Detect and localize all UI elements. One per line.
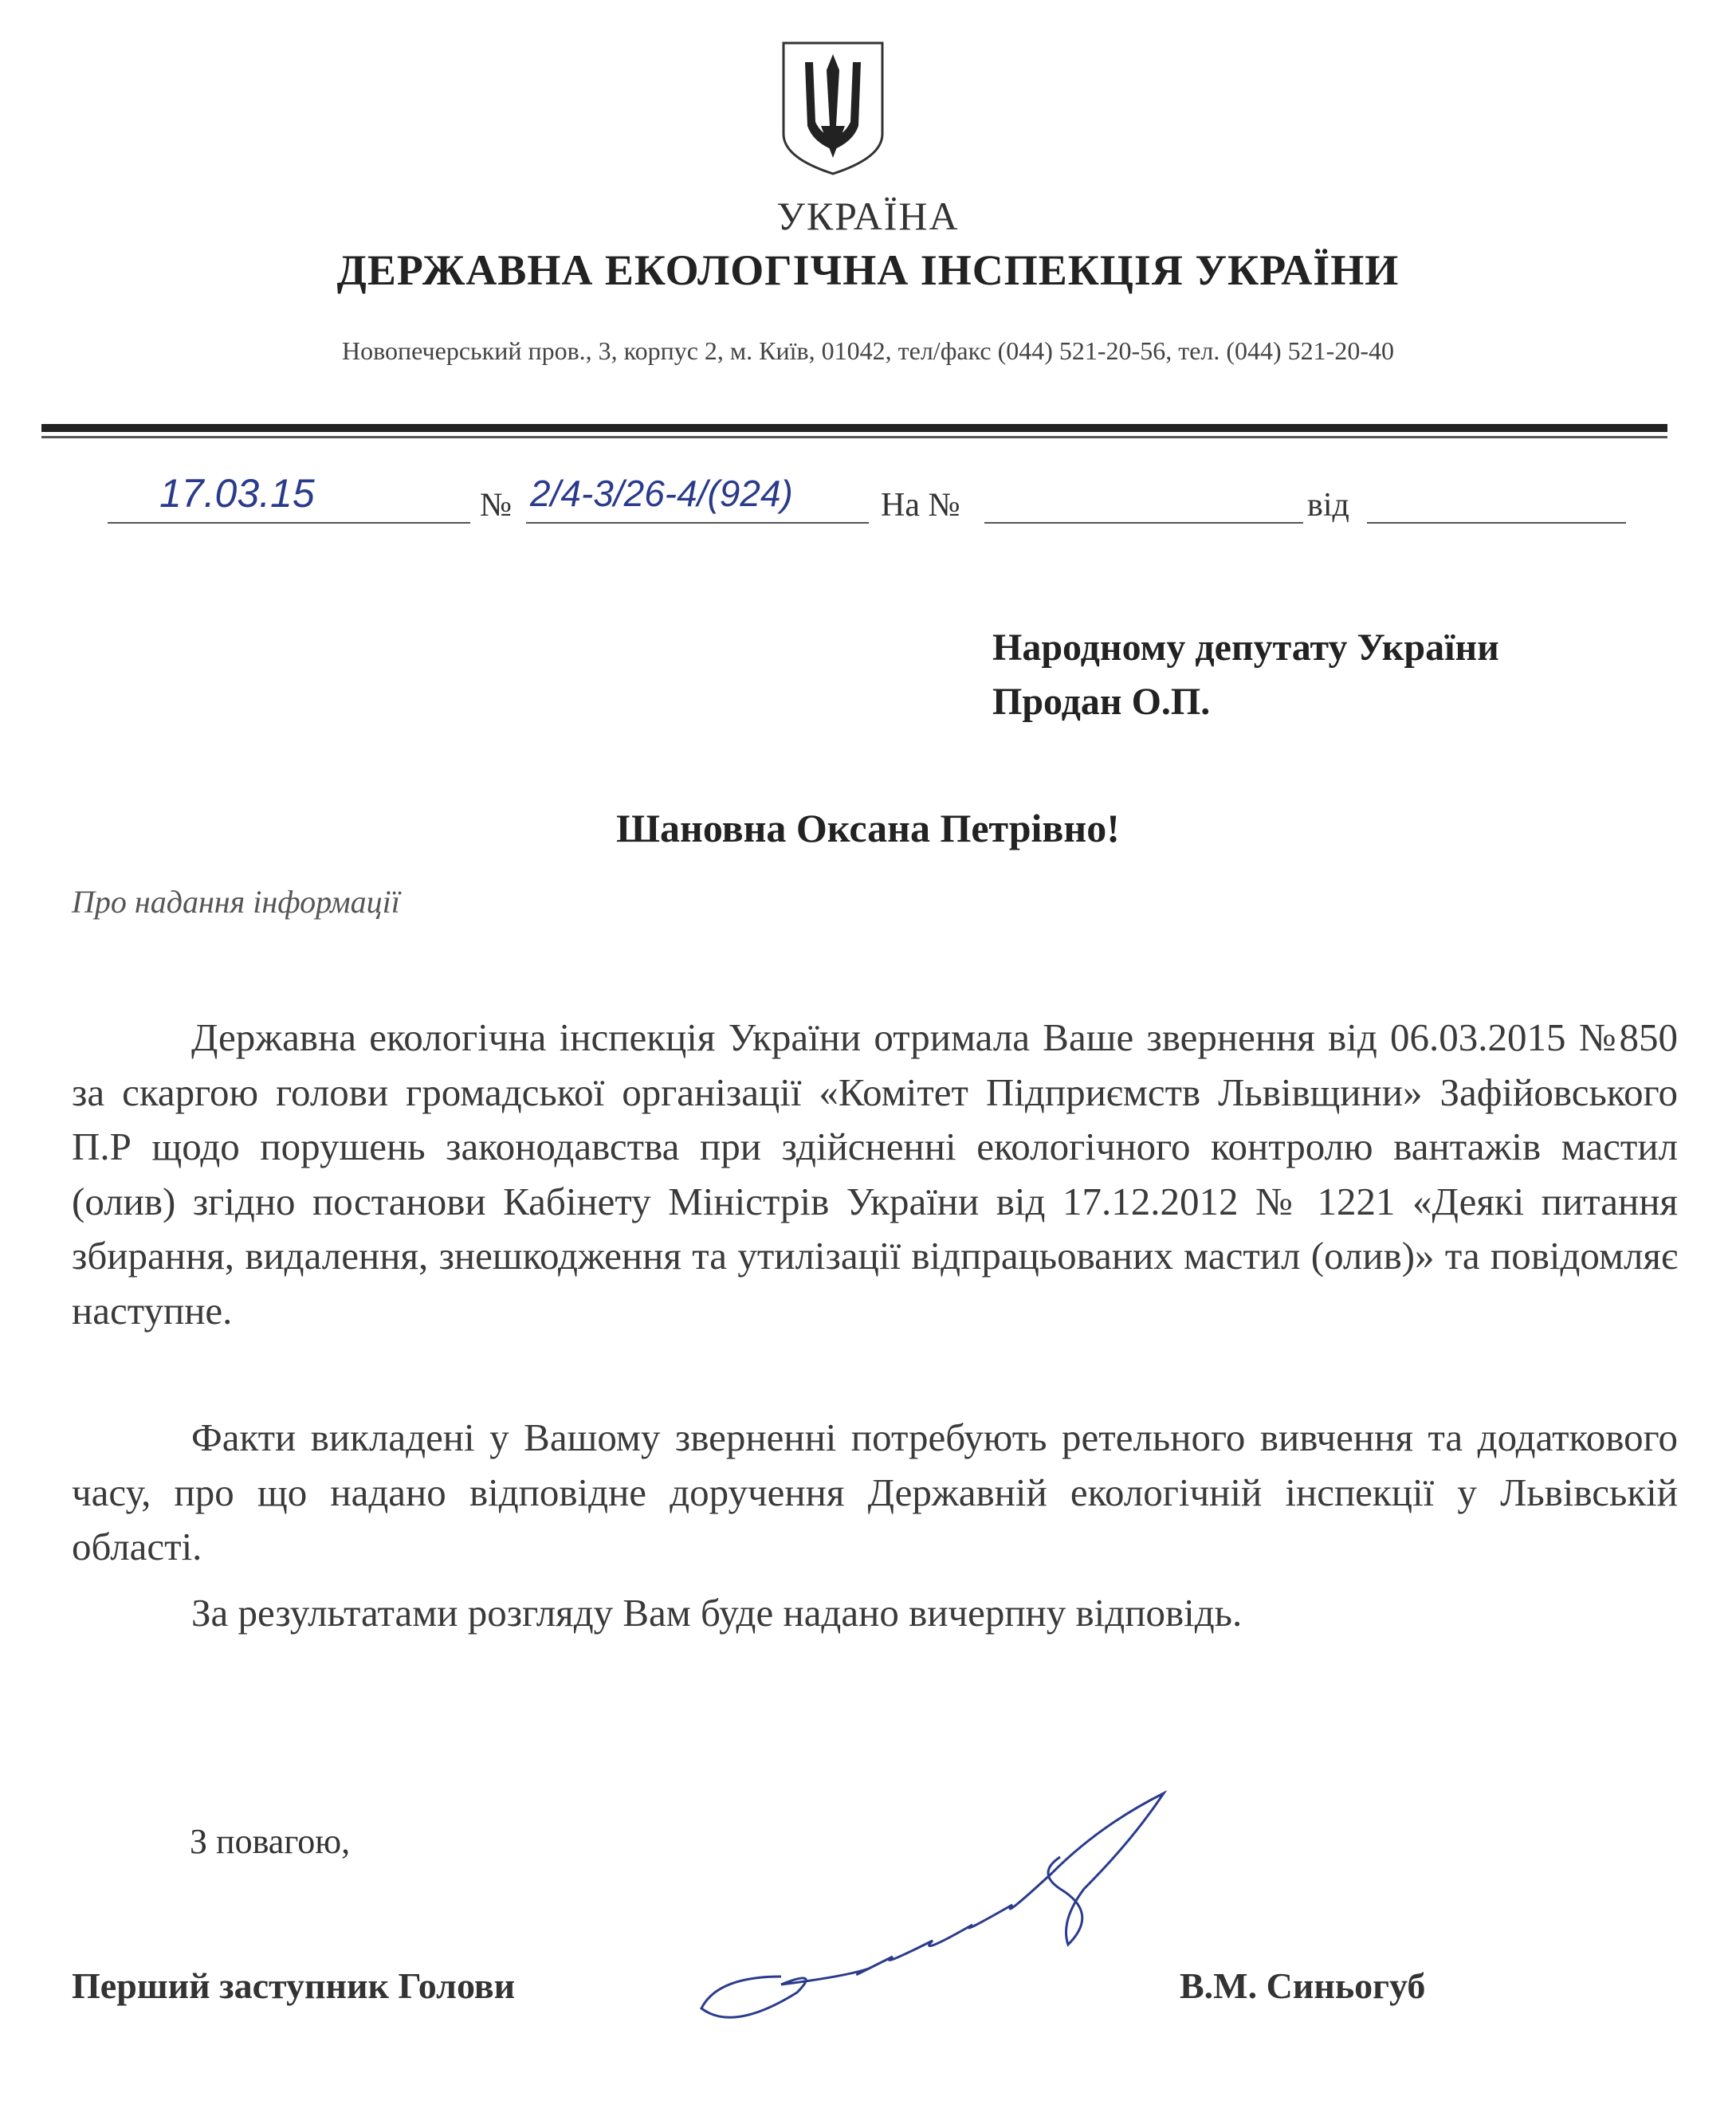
signer-name: В.М. Синьогуб <box>1180 1965 1426 2006</box>
header-divider-thin <box>41 436 1667 438</box>
header-divider <box>41 424 1667 432</box>
handwritten-date: 17.03.15 <box>159 471 315 516</box>
organization-address: Новопечерський пров., 3, корпус 2, м. Київ, 01042, тел/факс (044) 521-20-56, тел. (044) 521-20-40 <box>342 336 1394 365</box>
body-paragraph: Державна екологічна інспекція України отримала Ваше звернення від 06.03.2015 №850 за скаргою голови громадської організації «Комітет Підприємств Львівщини» Зафійовського П.Р щодо порушень законодавства при здійсненні екологічного контролю вантажів мастил (олив) згідно постанови Кабінету Міністрів України від 17.12.2012 № 1221 «Деякі питання збирання, видалення, знешкодження та утилізації відпрацьованих мастил (олив)» та повідомляє наступне. <box>72 1015 1678 1333</box>
number-line <box>526 522 869 524</box>
date-line <box>108 522 470 524</box>
addressee-name: Продан О.П. <box>992 681 1211 723</box>
reply-to-label: На № <box>881 487 960 524</box>
addressee-title: Народному депутату України <box>992 626 1499 669</box>
country-heading: УКРАЇНА <box>776 194 960 238</box>
body-paragraph: За результатами розгляду Вам буде надано вичерпну відповідь. <box>191 1591 1243 1635</box>
organization-heading: ДЕРЖАВНА ЕКОЛОГІЧНА ІНСПЕКЦІЯ УКРАЇНИ <box>336 246 1400 294</box>
closing-regards: З повагою, <box>190 1822 351 1861</box>
body-paragraph: Факти викладені у Вашому зверненні потребують ретельного вивчення та додаткового часу, про що надано відповідне доручення Державній екологічній інспекції у Львівській області. <box>72 1415 1678 1568</box>
handwritten-number: 2/4-3/26-4/(924) <box>530 473 793 514</box>
salutation: Шановна Оксана Петрівно! <box>616 806 1120 850</box>
handwritten-signature <box>685 1777 1259 2040</box>
reply-to-line <box>984 522 1303 524</box>
from-line <box>1367 522 1626 524</box>
number-label: № <box>480 487 513 524</box>
from-label: від <box>1307 487 1349 524</box>
signer-position: Перший заступник Голови <box>72 1965 516 2006</box>
subject-line: Про надання інформації <box>72 884 400 920</box>
coat-of-arms-icon <box>777 38 889 178</box>
